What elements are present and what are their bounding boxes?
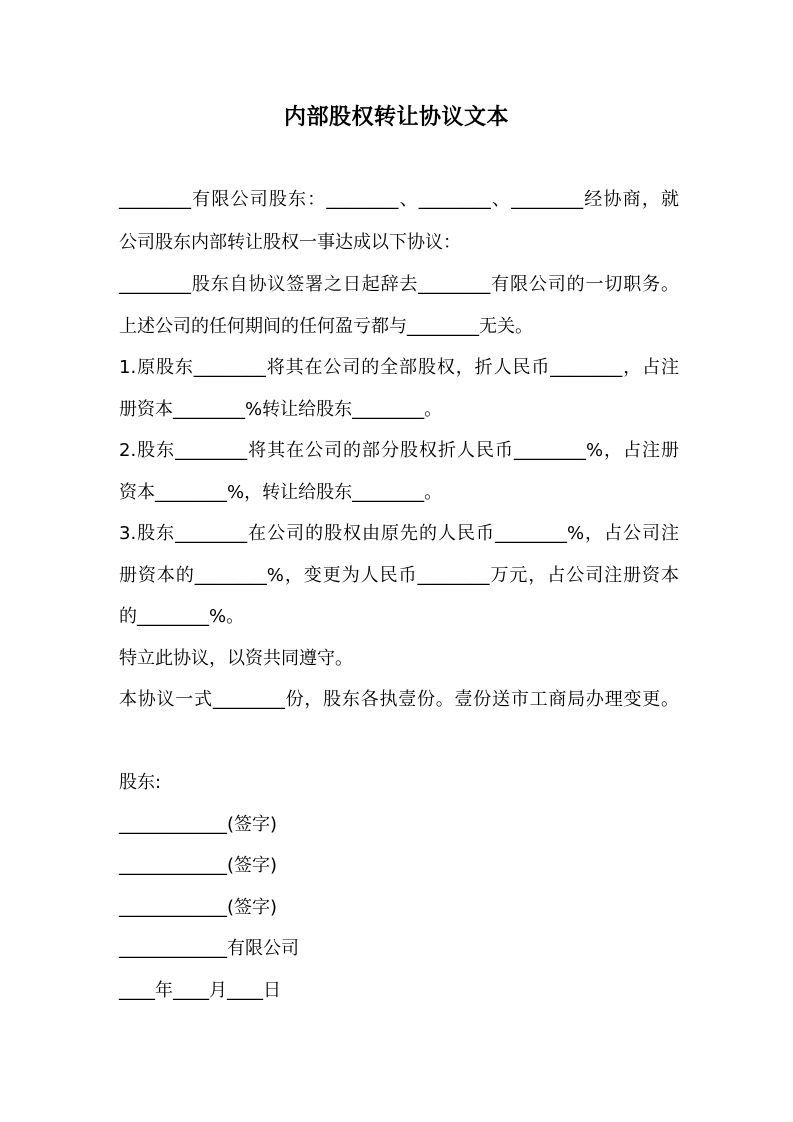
agreement-line-9: 3.股东________在公司的股权由原先的人民币________%，占公司注: [119, 523, 679, 544]
signature-line-1: ____________(签字): [119, 814, 278, 835]
agreement-line-1: ________有限公司股东：________、________、________经协商，就: [119, 189, 679, 210]
signature-line-3: ____________(签字): [119, 897, 278, 918]
agreement-line-5: 1.原股东________将其在公司的全部股权，折人民币________，占注: [119, 357, 679, 378]
agreement-line-2: 公司股东内部转让股权一事达成以下协议：: [119, 232, 461, 253]
signature-label: 股东:: [119, 772, 162, 793]
agreement-line-10: 册资本的________%，变更为人民币________万元，占公司注册资本: [119, 565, 679, 586]
signature-line-2: ____________(签字): [119, 855, 278, 876]
agreement-line-11: 的________%。: [119, 606, 245, 627]
agreement-line-3: ________股东自协议签署之日起辞去________有限公司的一切职务。: [119, 274, 679, 295]
agreement-line-13: 本协议一式________份，股东各执壹份。壹份送市工商局办理变更。: [119, 689, 679, 710]
agreement-line-12: 特立此协议，以资共同遵守。: [119, 648, 353, 669]
agreement-line-7: 2.股东________将其在公司的部分股权折人民币________%，占注册: [119, 440, 679, 461]
company-line: ____________有限公司: [119, 938, 299, 959]
document-title: 内部股权转让协议文本: [283, 105, 509, 130]
date-line: ____年____月____日: [119, 980, 281, 1001]
agreement-line-4: 上述公司的任何期间的任何盈亏都与________无关。: [119, 316, 533, 337]
agreement-line-6: 册资本________%转让给股东________。: [119, 399, 443, 420]
agreement-line-8: 资本________%，转让给股东________。: [119, 482, 443, 503]
